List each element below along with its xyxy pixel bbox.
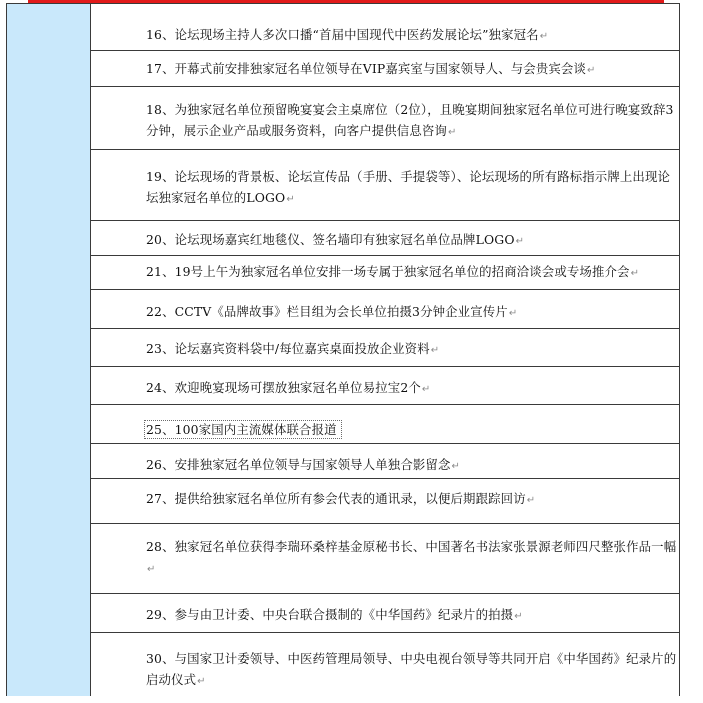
paragraph-mark-icon: ↵ [286,194,295,205]
table-row [91,367,679,405]
row-text[interactable]: 22、CCTV《品牌故事》栏目组为会长单位拍摄3分钟企业宣传片↵ [146,304,518,319]
table-row [91,405,679,444]
row-text[interactable]: 26、安排独家冠名单位领导与国家领导人单独合影留念↵ [146,457,461,472]
paragraph-mark-icon: ↵ [539,31,549,42]
table-row [91,256,679,290]
paragraph-mark-icon: ↵ [587,65,596,76]
left-header-column [7,4,91,696]
table-row [91,633,679,703]
table-row [91,221,679,256]
row-text-selected[interactable]: 25、100家国内主流媒体联合报道 [146,419,679,442]
table-row [91,4,679,51]
table-row [91,51,679,87]
paragraph-mark-icon: ↵ [508,308,518,319]
row-text[interactable]: 23、论坛嘉宾资料袋中/每位嘉宾桌面投放企业资料↵ [146,341,440,356]
row-text[interactable]: 17、开幕式前安排独家冠名单位领导在VIP嘉宾室与国家领导人、与会贵宾会谈↵ [146,61,596,76]
table-rows [91,4,679,703]
row-text[interactable]: 21、19号上午为独家冠名单位安排一场专属于独家冠名单位的招商洽谈会或专场推介会↵ [146,264,640,279]
row-text[interactable]: 28、独家冠名单位获得李瑞环桑梓基金原秘书长、中国著名书法家张景源老师四尺整张作品一幅↵ [146,539,677,575]
table-row [91,150,679,221]
paragraph-mark-icon: ↵ [421,384,431,395]
paragraph-mark-icon: ↵ [630,268,640,279]
paragraph-mark-icon: ↵ [526,495,536,506]
paragraph-mark-icon: ↵ [451,461,461,472]
benefits-table [6,3,680,696]
table-row [91,290,679,329]
table-row [91,479,679,524]
row-text[interactable]: 16、论坛现场主持人多次口播“首届中国现代中医药发展论坛”独家冠名↵ [146,27,549,42]
row-text[interactable]: 30、与国家卫计委领导、中医药管理局领导、中央电视台领导等共同开启《中华国药》纪录片的启动仪式↵ [146,651,677,687]
row-text[interactable]: 18、为独家冠名单位预留晚宴宴会主桌席位（2位），且晚宴期间独家冠名单位可进行晚宴致辞3分钟，展示企业产品或服务资料，向客户提供信息咨询↵ [146,102,674,138]
table-row [91,87,679,150]
paragraph-mark-icon: ↵ [514,611,523,622]
row-text[interactable]: 29、参与由卫计委、中央台联合摄制的《中华国药》纪录片的拍摄↵ [146,607,523,622]
paragraph-mark-icon: ↵ [515,236,525,247]
table-row [91,524,679,594]
paragraph-mark-icon: ↵ [197,676,206,687]
table-row [91,594,679,633]
paragraph-mark-icon: ↵ [430,345,440,356]
table-row [91,329,679,367]
row-text[interactable]: 20、论坛现场嘉宾红地毯仪、签名墙印有独家冠名单位品牌LOGO↵ [146,232,525,247]
row-text[interactable]: 19、论坛现场的背景板、论坛宣传品（手册、手提袋等）、论坛现场的所有路标指示牌上出现论坛独家冠名单位的LOGO↵ [146,169,671,205]
table-row [91,444,679,479]
paragraph-mark-icon: ↵ [147,564,156,575]
row-text[interactable]: 27、提供给独家冠名单位所有参会代表的通讯录，以便后期跟踪回访↵ [146,491,536,506]
paragraph-mark-icon: ↵ [447,127,457,138]
row-text[interactable]: 24、欢迎晚宴现场可摆放独家冠名单位易拉宝2个↵ [146,380,431,395]
